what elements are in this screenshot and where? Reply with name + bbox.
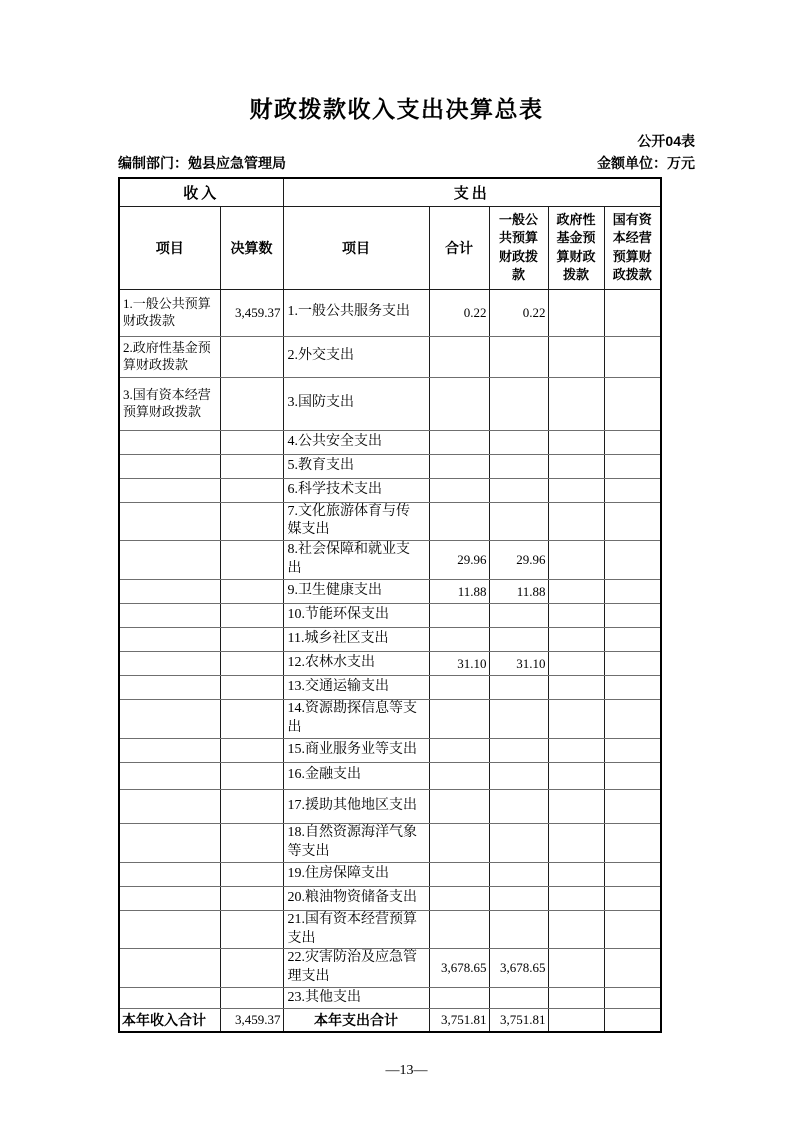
expense-item-cell: 8.社会保障和就业支出 — [283, 541, 429, 580]
income-item-cell — [119, 700, 220, 739]
table-row — [119, 886, 661, 910]
expense-item-cell: 15.商业服务业等支出 — [283, 738, 429, 762]
expense-govfund-cell — [548, 628, 604, 652]
expense-item-cell: 12.农林水支出 — [283, 652, 429, 676]
expense-item-cell: 13.交通运输支出 — [283, 676, 429, 700]
expense-statecap-cell — [604, 502, 661, 541]
expense-total-cell — [429, 628, 489, 652]
income-value-cell — [220, 949, 283, 988]
expense-total-cell — [429, 676, 489, 700]
income-item-header: 项目 — [119, 206, 220, 289]
expense-total-cell — [429, 886, 489, 910]
income-item-cell — [119, 949, 220, 988]
income-value-cell — [220, 502, 283, 541]
expense-govfund-cell — [548, 738, 604, 762]
expense-statecap-cell — [604, 336, 661, 377]
income-item-cell — [119, 502, 220, 541]
expense-item-cell: 18.自然资源海洋气象等支出 — [283, 823, 429, 862]
income-item-cell: 2.政府性基金预算财政拨款 — [119, 336, 220, 377]
table-row — [119, 738, 661, 762]
expense-general-cell — [489, 604, 548, 628]
expense-general-cell — [489, 988, 548, 1009]
table-row — [119, 336, 661, 377]
expense-statecap-cell — [604, 628, 661, 652]
expense-item-cell: 11.城乡社区支出 — [283, 628, 429, 652]
income-item-cell — [119, 789, 220, 823]
income-item-cell — [119, 910, 220, 949]
expense-total-cell: 11.88 — [429, 580, 489, 604]
expense-statecap-cell — [604, 430, 661, 454]
total-expense-total-cell: 3,751.81 — [429, 1009, 489, 1033]
expense-govfund-cell — [548, 988, 604, 1009]
expense-general-cell: 11.88 — [489, 580, 548, 604]
expense-item-cell: 1.一般公共服务支出 — [283, 289, 429, 336]
table-row — [119, 430, 661, 454]
expense-item-cell: 14.资源勘探信息等支出 — [283, 700, 429, 739]
expense-item-cell: 23.其他支出 — [283, 988, 429, 1009]
income-item-cell — [119, 541, 220, 580]
income-item-cell — [119, 823, 220, 862]
expense-general-cell — [489, 336, 548, 377]
table-row — [119, 652, 661, 676]
expense-item-cell: 19.住房保障支出 — [283, 862, 429, 886]
table-code-label: 公开04表 — [637, 133, 695, 149]
expense-govfund-cell — [548, 910, 604, 949]
table-row — [119, 676, 661, 700]
expense-total-header: 合计 — [429, 206, 489, 289]
table-row — [119, 762, 661, 789]
income-value-cell — [220, 738, 283, 762]
expense-general-cell — [489, 823, 548, 862]
expense-govfund-cell — [548, 789, 604, 823]
expense-general-cell — [489, 762, 548, 789]
table-row — [119, 988, 661, 1009]
general-budget-header: 一般公共预算财政拨款 — [489, 206, 548, 289]
expense-total-cell — [429, 336, 489, 377]
income-group-header: 收入 — [119, 178, 283, 206]
prepared-by-label: 编制部门：勉县应急管理局 — [118, 155, 286, 171]
income-item-cell: 1.一般公共预算财政拨款 — [119, 289, 220, 336]
expense-govfund-cell — [548, 862, 604, 886]
expense-item-cell: 17.援助其他地区支出 — [283, 789, 429, 823]
expense-total-cell — [429, 762, 489, 789]
expense-total-cell — [429, 910, 489, 949]
table-row — [119, 502, 661, 541]
expense-govfund-cell — [548, 289, 604, 336]
income-item-cell — [119, 652, 220, 676]
expense-item-header: 项目 — [283, 206, 429, 289]
expense-total-cell — [429, 700, 489, 739]
expense-general-cell — [489, 454, 548, 478]
expense-statecap-cell — [604, 478, 661, 502]
expense-item-cell: 7.文化旅游体育与传媒支出 — [283, 502, 429, 541]
expense-total-cell — [429, 988, 489, 1009]
income-value-cell — [220, 604, 283, 628]
income-value-header: 决算数 — [220, 206, 283, 289]
expense-total-cell — [429, 430, 489, 454]
expense-statecap-cell — [604, 541, 661, 580]
expense-statecap-cell — [604, 676, 661, 700]
expense-general-cell — [489, 478, 548, 502]
expense-item-cell: 4.公共安全支出 — [283, 430, 429, 454]
income-item-cell — [119, 676, 220, 700]
fiscal-appropriation-table — [118, 177, 662, 1033]
total-expense-statecap-cell — [604, 1009, 661, 1033]
expense-statecap-cell — [604, 700, 661, 739]
expense-govfund-cell — [548, 541, 604, 580]
income-value-cell — [220, 478, 283, 502]
total-expense-item-cell: 本年支出合计 — [283, 1009, 429, 1033]
expense-item-cell: 21.国有资本经营预算支出 — [283, 910, 429, 949]
income-value-cell — [220, 823, 283, 862]
expense-statecap-cell — [604, 738, 661, 762]
income-item-cell — [119, 430, 220, 454]
group-header-row — [119, 178, 661, 206]
expense-total-cell — [429, 789, 489, 823]
table-row — [119, 454, 661, 478]
expense-govfund-cell — [548, 886, 604, 910]
income-value-cell — [220, 652, 283, 676]
expense-statecap-cell — [604, 289, 661, 336]
page-title: 财政拨款收入支出决算总表 — [249, 96, 544, 122]
income-item-cell — [119, 628, 220, 652]
income-item-cell — [119, 454, 220, 478]
expense-govfund-cell — [548, 604, 604, 628]
column-header-row — [119, 206, 661, 289]
expense-item-cell: 2.外交支出 — [283, 336, 429, 377]
expense-general-cell — [489, 910, 548, 949]
expense-statecap-cell — [604, 988, 661, 1009]
table-row — [119, 541, 661, 580]
expense-item-cell: 5.教育支出 — [283, 454, 429, 478]
expense-general-cell — [489, 862, 548, 886]
income-value-cell — [220, 676, 283, 700]
expense-general-cell — [489, 700, 548, 739]
expense-govfund-cell — [548, 580, 604, 604]
table-row — [119, 700, 661, 739]
expense-general-cell — [489, 628, 548, 652]
expense-govfund-cell — [548, 478, 604, 502]
expense-total-cell — [429, 377, 489, 430]
total-income-item-cell: 本年收入合计 — [119, 1009, 220, 1033]
income-item-cell — [119, 862, 220, 886]
state-capital-header: 国有资本经营预算财政拨款 — [604, 206, 661, 289]
income-value-cell — [220, 862, 283, 886]
table-row — [119, 789, 661, 823]
expense-item-cell: 22.灾害防治及应急管理支出 — [283, 949, 429, 988]
income-value-cell — [220, 454, 283, 478]
expense-statecap-cell — [604, 886, 661, 910]
expense-govfund-cell — [548, 762, 604, 789]
income-value-cell — [220, 762, 283, 789]
expense-total-cell: 31.10 — [429, 652, 489, 676]
expense-govfund-cell — [548, 652, 604, 676]
expense-general-cell — [489, 377, 548, 430]
income-value-cell — [220, 789, 283, 823]
income-item-cell — [119, 580, 220, 604]
expense-govfund-cell — [548, 676, 604, 700]
expense-statecap-cell — [604, 580, 661, 604]
expense-statecap-cell — [604, 377, 661, 430]
expense-total-cell — [429, 454, 489, 478]
income-value-cell — [220, 541, 283, 580]
gov-fund-header: 政府性基金预算财政拨款 — [548, 206, 604, 289]
income-item-cell — [119, 886, 220, 910]
expense-general-cell — [489, 430, 548, 454]
expense-statecap-cell — [604, 862, 661, 886]
total-row — [119, 1009, 661, 1033]
table-row — [119, 862, 661, 886]
income-item-cell: 3.国有资本经营预算财政拨款 — [119, 377, 220, 430]
expense-general-cell: 31.10 — [489, 652, 548, 676]
expense-total-cell — [429, 738, 489, 762]
income-value-cell — [220, 580, 283, 604]
expense-total-cell: 0.22 — [429, 289, 489, 336]
meta-row — [118, 153, 695, 173]
income-value-cell — [220, 336, 283, 377]
expense-item-cell: 16.金融支出 — [283, 762, 429, 789]
table-row — [119, 910, 661, 949]
expense-general-cell: 3,678.65 — [489, 949, 548, 988]
table-row — [119, 377, 661, 430]
unit-label: 金额单位：万元 — [597, 155, 695, 171]
income-item-cell — [119, 478, 220, 502]
total-expense-general-cell: 3,751.81 — [489, 1009, 548, 1033]
income-item-cell — [119, 604, 220, 628]
expense-total-cell — [429, 478, 489, 502]
income-value-cell: 3,459.37 — [220, 289, 283, 336]
expense-govfund-cell — [548, 949, 604, 988]
expense-statecap-cell — [604, 910, 661, 949]
expense-general-cell — [489, 738, 548, 762]
expense-total-cell — [429, 823, 489, 862]
expense-group-header: 支出 — [283, 178, 661, 206]
income-value-cell — [220, 430, 283, 454]
expense-govfund-cell — [548, 430, 604, 454]
table-row — [119, 289, 661, 336]
expense-govfund-cell — [548, 502, 604, 541]
expense-general-cell: 0.22 — [489, 289, 548, 336]
expense-govfund-cell — [548, 377, 604, 430]
expense-general-cell — [489, 676, 548, 700]
expense-item-cell: 9.卫生健康支出 — [283, 580, 429, 604]
page-number: —13— — [385, 1063, 428, 1079]
expense-general-cell: 29.96 — [489, 541, 548, 580]
expense-statecap-cell — [604, 604, 661, 628]
expense-govfund-cell — [548, 336, 604, 377]
income-value-cell — [220, 988, 283, 1009]
table-row — [119, 823, 661, 862]
income-value-cell — [220, 910, 283, 949]
income-value-cell — [220, 886, 283, 910]
expense-total-cell — [429, 604, 489, 628]
expense-general-cell — [489, 789, 548, 823]
expense-statecap-cell — [604, 454, 661, 478]
expense-govfund-cell — [548, 700, 604, 739]
expense-statecap-cell — [604, 652, 661, 676]
income-value-cell — [220, 628, 283, 652]
expense-general-cell — [489, 502, 548, 541]
table-row — [119, 949, 661, 988]
table-row — [119, 604, 661, 628]
expense-total-cell: 3,678.65 — [429, 949, 489, 988]
expense-total-cell: 29.96 — [429, 541, 489, 580]
expense-statecap-cell — [604, 823, 661, 862]
total-expense-govfund-cell — [548, 1009, 604, 1033]
income-value-cell — [220, 700, 283, 739]
expense-total-cell — [429, 502, 489, 541]
expense-total-cell — [429, 862, 489, 886]
expense-item-cell: 6.科学技术支出 — [283, 478, 429, 502]
content-area — [118, 131, 695, 1079]
table-row — [119, 478, 661, 502]
income-value-cell — [220, 377, 283, 430]
expense-item-cell: 10.节能环保支出 — [283, 604, 429, 628]
income-item-cell — [119, 988, 220, 1009]
table-row — [119, 628, 661, 652]
expense-general-cell — [489, 886, 548, 910]
income-item-cell — [119, 762, 220, 789]
expense-statecap-cell — [604, 949, 661, 988]
expense-statecap-cell — [604, 789, 661, 823]
table-row — [119, 580, 661, 604]
expense-item-cell: 3.国防支出 — [283, 377, 429, 430]
expense-item-cell: 20.粮油物资储备支出 — [283, 886, 429, 910]
expense-govfund-cell — [548, 823, 604, 862]
expense-statecap-cell — [604, 762, 661, 789]
expense-govfund-cell — [548, 454, 604, 478]
income-item-cell — [119, 738, 220, 762]
total-income-value-cell: 3,459.37 — [220, 1009, 283, 1033]
